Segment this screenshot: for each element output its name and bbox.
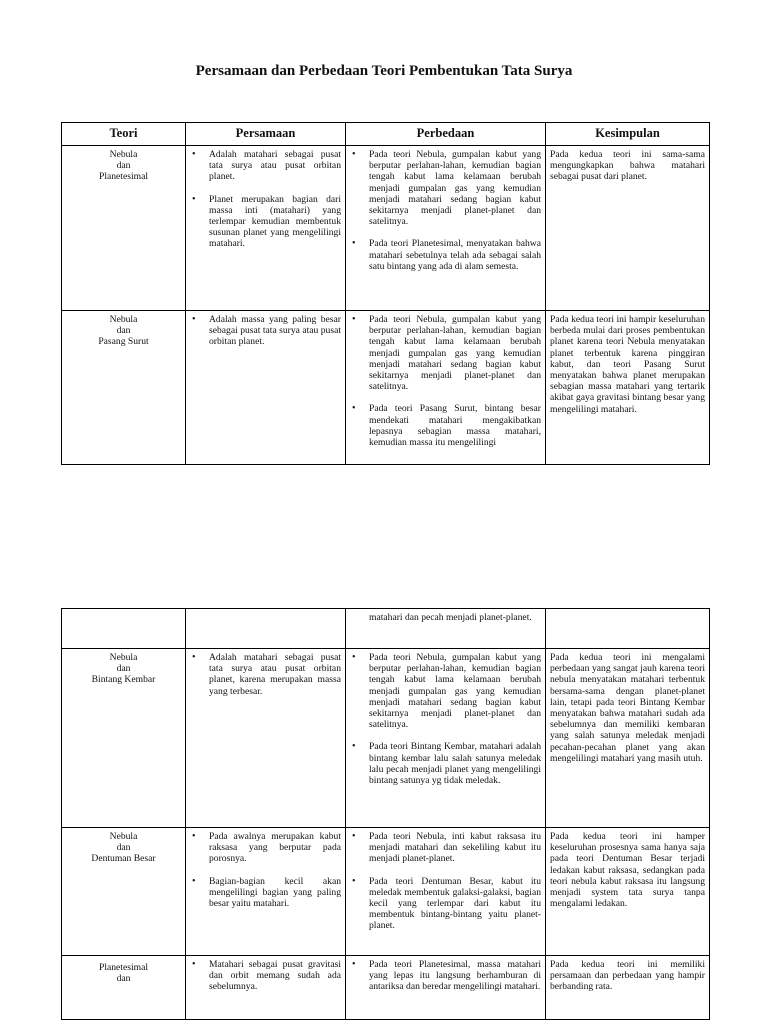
- perbedaan-cell: [346, 311, 546, 465]
- teori-line: Planetesimal: [98, 171, 149, 183]
- teori-line: dan: [116, 325, 131, 337]
- perbedaan-cell: [346, 146, 546, 311]
- persamaan-cell: [186, 311, 346, 465]
- comparison-table-page-2: [61, 608, 710, 1020]
- table-row: [62, 956, 710, 1020]
- table-row: [62, 649, 710, 828]
- teori-line: Nebula: [109, 831, 138, 842]
- list-item: • Pada awalnya merupakan kabut raksasa yang berputar pada porosnya.: [209, 831, 341, 865]
- list-item: • Bagian-bagian kecil akan mengelilingi bagian yang paling besar yaitu matahari.: [209, 876, 341, 910]
- header-kesimpulan: Kesimpulan: [546, 123, 710, 146]
- comparison-table-page-1: [61, 122, 710, 465]
- perbedaan-cell: [346, 828, 546, 956]
- kesimpulan-cell: Pada kedua teori ini hamper keseluruhan prosesnya sama hanya saja pada teori Dentuman Besar terjadi ledakan kabut raksasa, sedangkan pada teori nebula kabut raksasa itu langsung menjadi system tata surya tanpa mengalami ledakan.: [546, 828, 710, 956]
- teori-line: Dentuman Besar: [91, 853, 156, 865]
- kesimpulan-cell: Pada kedua teori ini sama-sama mengungkapkan bahwa matahari sebagai pusat dari planet.: [546, 146, 710, 311]
- teori-cell: [62, 828, 186, 956]
- header-perbedaan: Perbedaan: [346, 123, 546, 146]
- persamaan-cell: [186, 956, 346, 1020]
- kesimpulan-cell: Pada kedua teori ini mengalami perbedaan yang sangat jauh karena teori nebula menyatakan matahari terbentuk bersama-sama dengan planet-planet lain, tetapi pada teori Bintang Kembar menyatakan bahwa matahari sudah ada sebelumnya dan memiliki kembaran yang salah satunya meledak menjadi pecahan-pecahan planet yang akan mengelilingi matahari yang masih utuh.: [546, 649, 710, 828]
- teori-cell: [62, 609, 186, 649]
- persamaan-cell: [186, 828, 346, 956]
- document-title: Persamaan dan Perbedaan Teori Pembentukan Tata Surya: [195, 63, 573, 79]
- kesimpulan-cell: [546, 609, 710, 649]
- header-persamaan: Persamaan: [186, 123, 346, 146]
- teori-cell: [62, 146, 186, 311]
- teori-line: dan: [116, 842, 131, 854]
- list-item: • Pada teori Pasang Surut, bintang besar mendekati matahari mengakibatkan lepasnya sebagian massa matahari, kemudian massa itu mengelilingi: [369, 403, 541, 448]
- list-item: • Adalah matahari sebagai pusat tata surya atau pusat orbitan planet, karena merupakan massa yang terbesar.: [209, 652, 341, 697]
- list-item: • Planet merupakan bagian dari massa inti (matahari) yang terlempar kemudian membentuk susunan planet yang mengelilingi matahari.: [209, 194, 341, 250]
- perbedaan-cell: [346, 956, 546, 1020]
- table-row: [62, 828, 710, 956]
- list-item: • Adalah massa yang paling besar sebagai pusat tata surya atau pusat orbitan planet.: [209, 314, 341, 348]
- list-item: • Pada teori Nebula, gumpalan kabut yang berputar perlahan-lahan, kemudian bagian tengah kabut lama kelamaan berubah menjadi gumpalan gas yang kemudian menjadi matahari sedang bagian kabut sekitarnya menjadi planet-planet dan satelitnya.: [369, 652, 541, 730]
- perbedaan-continuation: matahari dan pecah menjadi planet-planet.: [346, 609, 546, 649]
- persamaan-cell: [186, 649, 346, 828]
- perbedaan-cell: [346, 649, 546, 828]
- header-teori: Teori: [62, 123, 186, 146]
- persamaan-cell: [186, 609, 346, 649]
- list-item: • Pada teori Nebula, gumpalan kabut yang berputar perlahan-lahan, kemudian bagian tengah kabut lama kelamaan berubah menjadi gumpalan gas yang kemudian menjadi matahari sedang bagian kabut sekitarnya menjadi planet-planet dan satelitnya.: [369, 314, 541, 392]
- teori-line: Nebula: [109, 314, 138, 325]
- kesimpulan-cell: Pada kedua teori ini hampir keseluruhan berbeda mulai dari proses pembentukan planet karena teori Nebula menyatakan planet terbentuk karena pinggiran kabut, dan teori Pasang Surut menyatakan bahwa planet merupakan sebagian massa matahari yang tertarik akibat gaya gravitasi bintang besar yang mengelilingi matahari.: [546, 311, 710, 465]
- teori-line: dan: [116, 663, 131, 675]
- teori-cell: [62, 649, 186, 828]
- teori-line: Planetesimal: [98, 962, 149, 973]
- list-item: • Pada teori Dentuman Besar, kabut itu meledak membentuk galaksi-galaksi, bagian kecil yang terlempar dari kabut itu membentuk bintang-bintang yaitu planet-planet.: [369, 876, 541, 932]
- teori-line: Bintang Kembar: [91, 674, 156, 686]
- table-row: [62, 311, 710, 465]
- teori-cell: [62, 956, 186, 1020]
- teori-line: dan: [116, 973, 131, 985]
- list-item: • Pada teori Bintang Kembar, matahari adalah bintang kembar lalu salah satunya meledak lalu pecah menjadi planet yang mengelilingi bintang satunya yg tidak meledak.: [369, 741, 541, 786]
- header-row: [62, 123, 710, 146]
- list-item: • Pada teori Nebula, inti kabut raksasa itu menjadi matahari dan sekeliling kabut itu menjadi planet-planet.: [369, 831, 541, 865]
- teori-line: Pasang Surut: [98, 336, 149, 348]
- persamaan-cell: [186, 146, 346, 311]
- table-row: [62, 146, 710, 311]
- teori-line: Nebula: [109, 149, 138, 160]
- list-item: • Matahari sebagai pusat gravitasi dan orbit memang sudah ada sebelumnya.: [209, 959, 341, 993]
- table-row: [62, 609, 710, 649]
- list-item: • Adalah matahari sebagai pusat tata surya atau pusat orbitan planet.: [209, 149, 341, 183]
- teori-line: Nebula: [109, 652, 138, 663]
- kesimpulan-cell: Pada kedua teori ini memiliki persamaan dan perbedaan yang hampir berbanding rata.: [546, 956, 710, 1020]
- list-item: • Pada teori Planetesimal, menyatakan bahwa matahari sebetulnya telah ada sebagai salah satu bintang yang ada di alam semesta.: [369, 238, 541, 272]
- teori-line: dan: [116, 160, 131, 172]
- list-item: • Pada teori Planetesimal, massa matahari yang lepas itu langsung berhamburan di antariksa dan beredar mengelilingi matahari.: [369, 959, 541, 993]
- list-item: • Pada teori Nebula, gumpalan kabut yang berputar perlahan-lahan, kemudian bagian tengah kabut lama kelamaan berubah menjadi gumpalan gas yang kemudian menjadi matahari sedang bagian kabut sekitarnya menjadi planet-planet dan satelitnya.: [369, 149, 541, 227]
- teori-cell: [62, 311, 186, 465]
